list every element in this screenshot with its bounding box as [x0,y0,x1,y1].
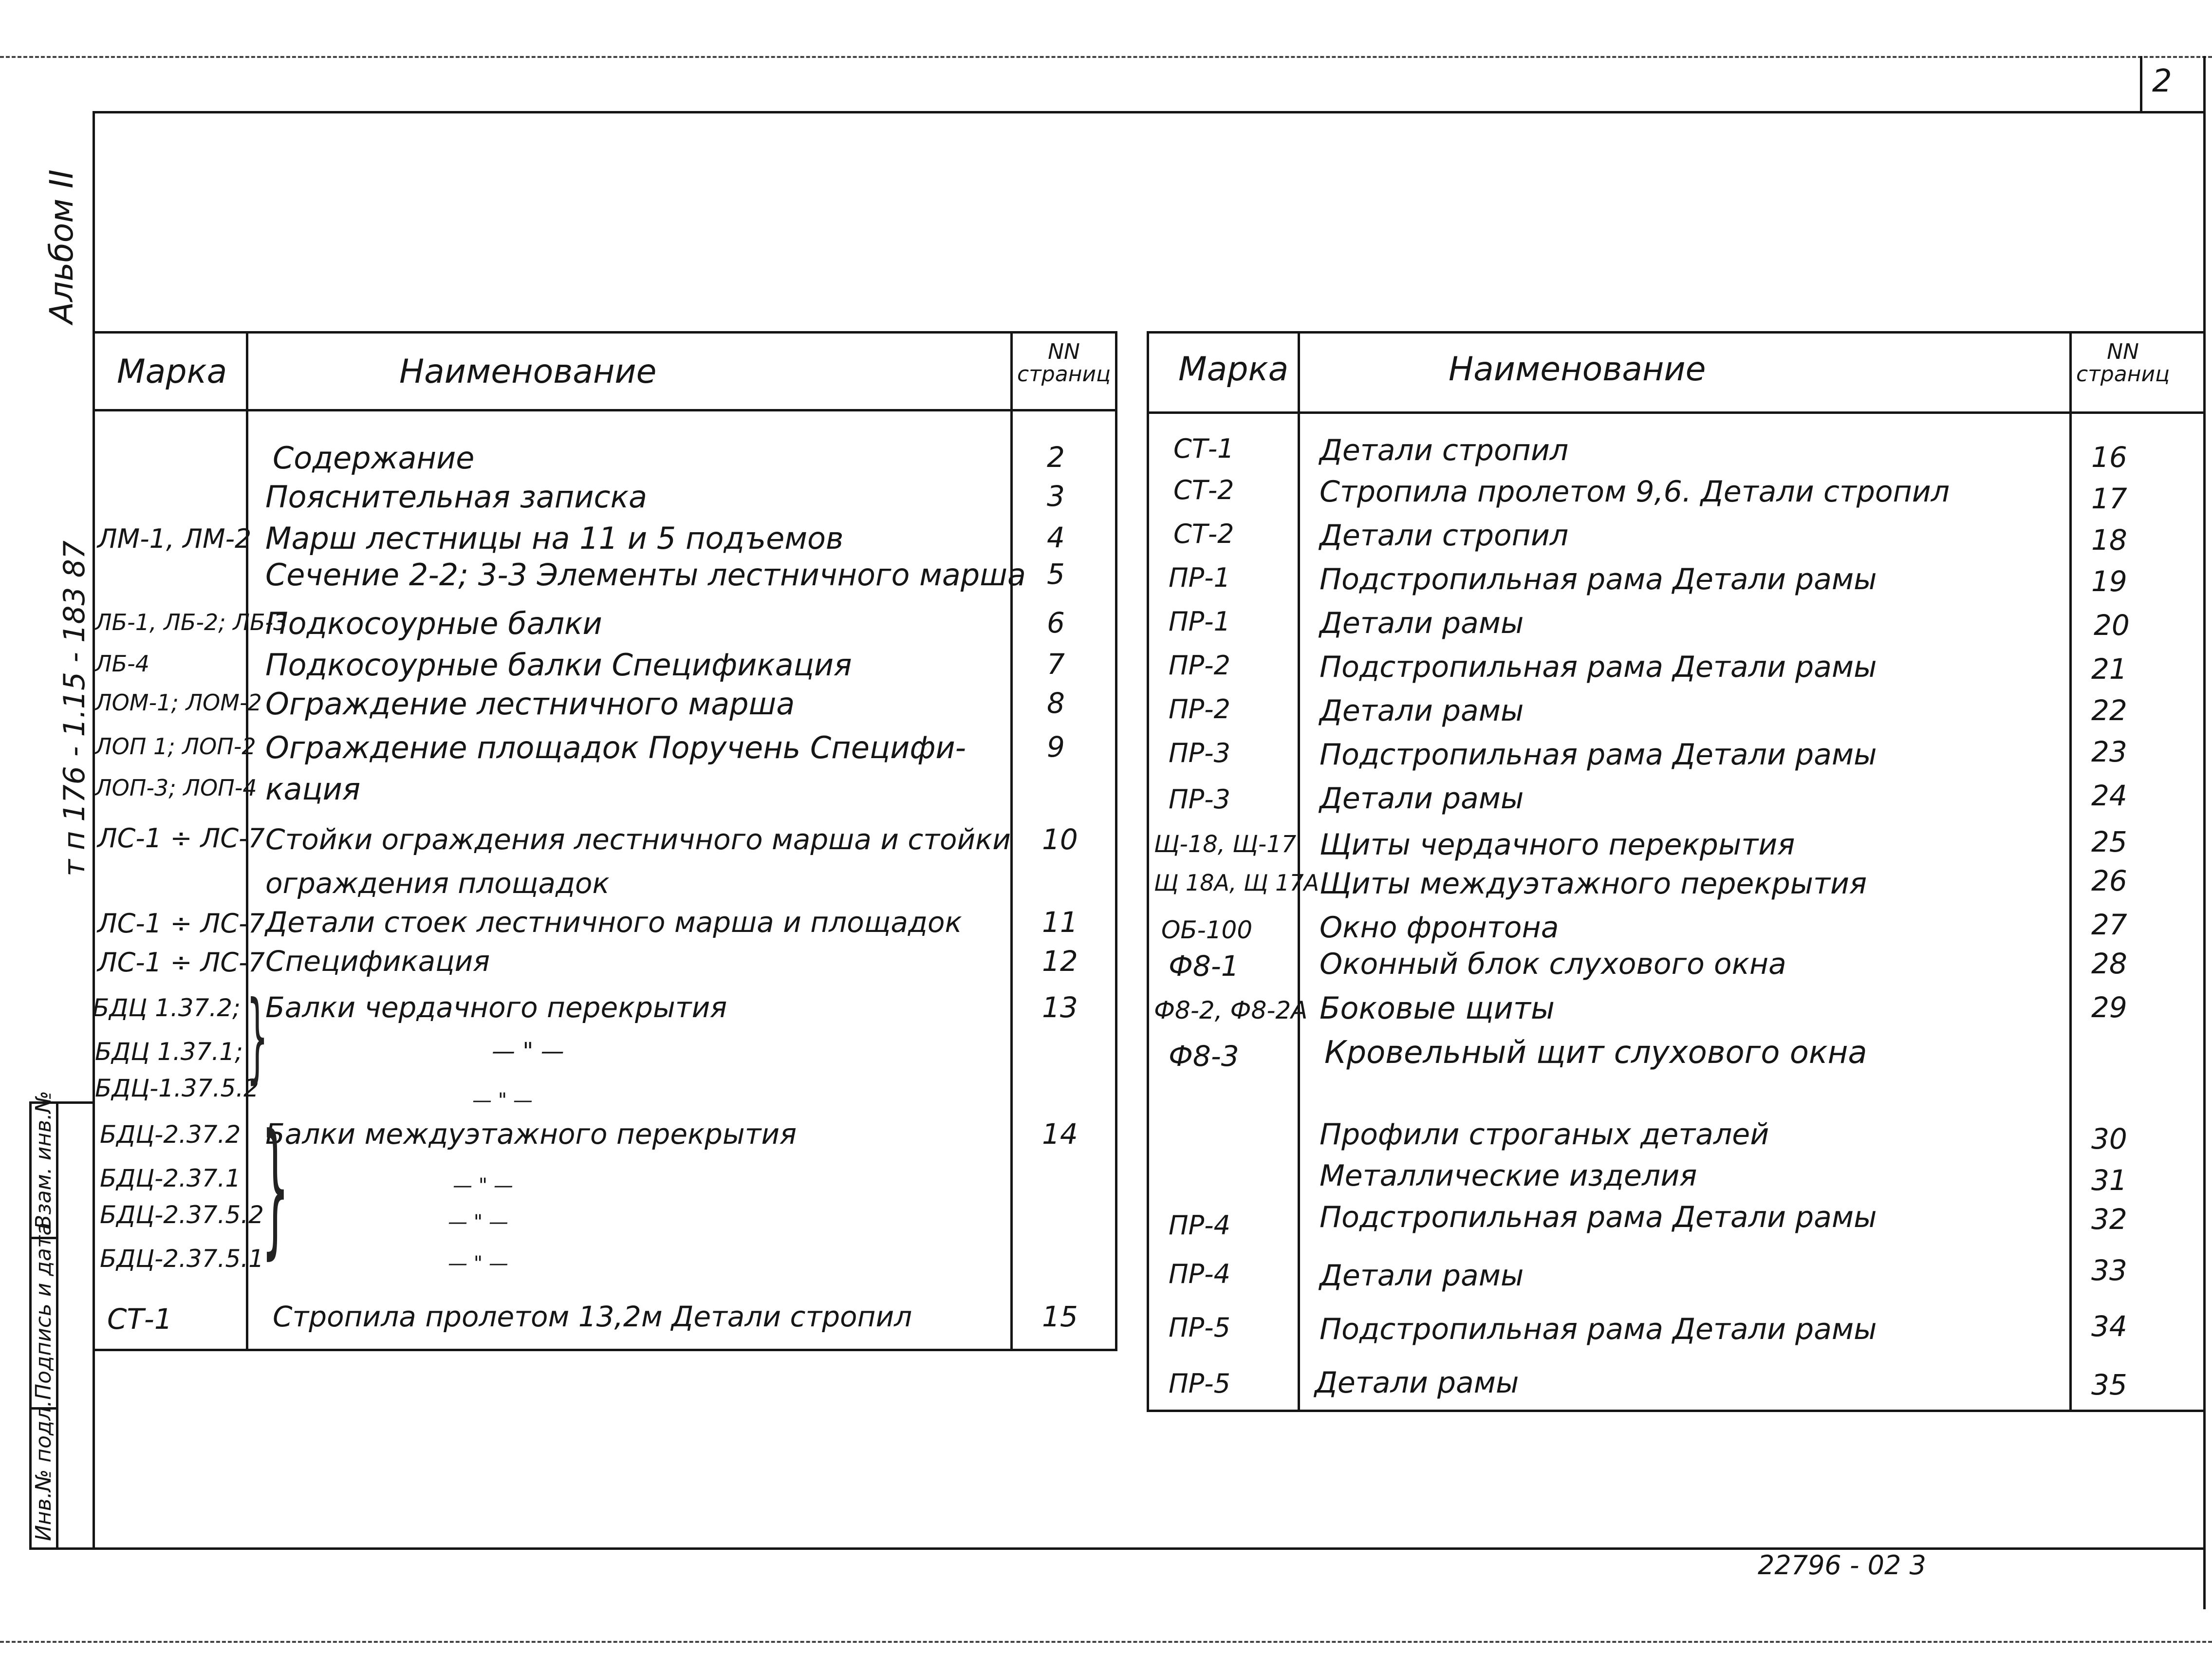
right-row-name: Кровельный щит слухового окна [1324,1035,1867,1071]
frame-top [93,111,2205,113]
right-row-mark: СТ-2 [1173,519,1234,549]
left-row-mark: БДЦ 1.37.2; [93,994,241,1022]
right-row-name: Подстропильная рама Детали рамы [1320,562,1877,596]
left-row-name: Сечение 2-2; 3-3 Элементы лестничного марша [265,557,1026,593]
right-row-name: Детали рамы [1320,606,1524,640]
stamp-strip-divider [56,1101,58,1547]
right-row-name: Щиты междуэтажного перекрытия [1320,867,1867,901]
album-label: Альбом II [43,169,80,324]
right-row-mark: ПР-1 [1169,562,1231,593]
right-row-mark: ПР-1 [1169,606,1231,637]
right-row-page: 21 [2091,652,2127,686]
stamp-signature-date: Подпись и дата [31,1222,56,1400]
left-row-name: Стропила пролетом 13,2м Детали стропил [273,1300,912,1333]
left-table-right [1115,331,1117,1349]
right-row-name: Боковые щиты [1320,990,1555,1026]
page-number: 2 [2152,63,2172,99]
left-header-mark: Марка [117,353,227,391]
right-row-mark: ПР-5 [1169,1312,1231,1343]
right-row-name: Подстропильная рама Детали рамы [1320,1312,1877,1346]
left-row-page: 3 [1047,480,1065,513]
right-table-header-sep [1147,411,2203,414]
right-row-name: Стропила пролетом 9,6. Детали стропил [1320,475,1950,509]
right-row-page: 24 [2091,779,2127,812]
right-row-page: 28 [2091,947,2127,980]
right-row-page: 32 [2091,1203,2127,1236]
right-row-mark: ПР-2 [1169,650,1231,681]
right-row-mark: ПР-4 [1169,1259,1231,1289]
left-row-mark: ЛБ-4 [95,651,150,677]
right-row-name: Детали рамы [1315,1366,1519,1400]
right-table-top [1147,331,2203,334]
right-col-sep-2 [2069,331,2072,1410]
right-header-name: Наименование [1449,350,1706,389]
left-row-page: 5 [1047,558,1065,591]
right-row-page: 22 [2091,694,2127,727]
left-row-page: 12 [1042,945,1078,978]
project-code: т п 176 - 1.15 - 183 87 [57,540,92,876]
brace-glyph: } [246,980,268,1094]
page-number-box-left [2140,56,2142,112]
left-row-page: 4 [1047,521,1065,554]
left-row-mark: ЛС-1 ÷ ЛС-7 [97,947,265,978]
right-row-name: Профили строганых деталей [1320,1117,1769,1152]
left-row-page: 11 [1042,906,1078,939]
right-header-pages: NN страниц [2076,339,2170,387]
left-row-name: Спецификация [265,945,490,978]
right-row-name: Щиты чердачного перекрытия [1320,828,1795,862]
left-row-page: 8 [1047,687,1065,720]
right-row-mark: ОБ-100 [1161,916,1253,944]
right-row-page: 26 [2091,864,2127,897]
right-row-page: 29 [2091,991,2127,1024]
left-row-name: Балки междуэтажного перекрытия [265,1117,797,1151]
right-row-mark: ПР-3 [1169,784,1231,815]
left-header-pages: NN страниц [1017,339,1111,387]
right-row-name: Детали стропил [1320,433,1569,467]
right-row-name: Окно фронтона [1320,911,1559,945]
right-row-name: Подстропильная рама Детали рамы [1320,1200,1877,1234]
left-row-name: Подкосоурные балки [265,606,602,641]
frame-right [2203,56,2206,1609]
right-row-mark: ПР-2 [1169,694,1231,725]
right-row-name: Детали стропил [1320,519,1569,553]
left-row-name: Пояснительная записка [265,479,648,515]
left-row-mark: ЛБ-1, ЛБ-2; ЛБ-3 [95,609,288,635]
footer-code: 22796 - 02 3 [1758,1550,1926,1581]
left-row-name: Ограждение площадок Поручень Специфи- [265,730,967,765]
left-row-name: Стойки ограждения лестничного марша и стойки [265,823,1011,856]
right-row-mark: Щ 18А, Щ 17А [1154,870,1320,896]
left-row-name: Детали стоек лестничного марша и площадок [265,906,962,939]
frame-left [93,111,95,1547]
right-row-page: 30 [2091,1122,2127,1155]
left-row-page: 15 [1042,1300,1078,1333]
brace-glyph: } [261,1103,290,1273]
stamp-orig-inv: Инв.№ подл. [31,1400,56,1541]
left-row-name: Балки чердачного перекрытия [265,991,727,1024]
right-row-mark: Ф8-2, Ф8-2А [1154,996,1308,1024]
right-row-page: 19 [2091,565,2127,598]
left-table-bottom [93,1349,1117,1351]
right-row-mark: Щ-18, Щ-17 [1154,831,1297,858]
right-row-mark: СТ-1 [1173,433,1234,464]
left-row-mark: ЛОП 1; ЛОП-2 [95,733,256,760]
left-row-mark: ЛОП-3; ЛОП-4 [95,775,257,801]
left-row-mark: БДЦ-2.37.1 [100,1164,241,1192]
right-row-page: 35 [2091,1368,2127,1401]
right-row-mark: Ф8-1 [1169,949,1239,983]
left-row-page: 2 [1047,441,1065,474]
left-row-name: — " — [448,1211,508,1233]
right-row-page: 33 [2091,1254,2127,1287]
left-row-mark: ЛМ-1, ЛМ-2 [97,523,252,554]
right-header-mark: Марка [1178,350,1289,389]
left-row-name: кация [265,771,361,807]
right-row-page: 31 [2091,1164,2127,1197]
right-row-name: Металлические изделия [1320,1159,1697,1193]
right-row-name: Подстропильная рама Детали рамы [1320,650,1877,684]
right-row-page: 18 [2091,523,2127,557]
left-row-mark: БДЦ-2.37.5.2 [100,1201,264,1229]
left-row-mark: СТ-1 [107,1302,172,1336]
right-row-name: Детали рамы [1320,781,1524,816]
right-row-name: Подстропильная рама Детали рамы [1320,738,1877,772]
right-row-page: 20 [2094,609,2130,642]
left-row-mark: ЛОМ-1; ЛОМ-2 [95,689,262,716]
left-row-page: 6 [1047,606,1065,639]
left-header-name: Наименование [399,353,657,391]
right-row-name: Детали рамы [1320,694,1524,728]
left-row-name: Подкосоурные балки Спецификация [265,647,852,683]
left-row-page: 13 [1042,991,1078,1024]
right-row-mark: ПР-4 [1169,1210,1231,1241]
right-row-mark: СТ-2 [1173,475,1234,505]
left-row-name: ограждения площадок [265,867,610,900]
right-row-name: Детали рамы [1320,1259,1524,1293]
right-table-left [1147,331,1149,1410]
left-row-name: — " — [472,1089,533,1112]
right-row-name: Оконный блок слухового окна [1320,947,1786,981]
right-row-page: 34 [2091,1310,2127,1343]
left-row-mark: ЛС-1 ÷ ЛС-7 [97,908,265,939]
right-row-page: 25 [2091,825,2127,858]
left-row-mark: ЛС-1 ÷ ЛС-7 [97,823,265,854]
right-row-page: 27 [2091,908,2127,941]
left-row-mark: БДЦ-2.37.2 [100,1120,241,1149]
left-row-name: — " — [448,1252,508,1275]
left-row-name: Содержание [273,440,475,476]
right-row-mark: ПР-3 [1169,738,1231,768]
left-row-name: — " — [453,1174,513,1197]
left-row-page: 9 [1047,730,1065,763]
right-table-bottom [1147,1410,2203,1412]
stamp-replace-inv: Взам. инв.№ [31,1091,56,1229]
left-row-mark: БДЦ-1.37.5.2 [95,1074,259,1102]
right-row-mark: ПР-5 [1169,1368,1231,1399]
right-row-mark: Ф8-3 [1169,1040,1239,1073]
right-row-page: 17 [2091,482,2127,515]
top-edge-line [0,56,2212,58]
left-row-mark: БДЦ 1.37.1; [95,1038,243,1066]
left-row-name: Марш лестницы на 11 и 5 подъемов [265,521,844,556]
left-row-page: 10 [1042,823,1078,856]
left-row-name: — " — [492,1038,564,1065]
right-row-page: 16 [2091,441,2127,474]
left-row-page: 14 [1042,1117,1078,1151]
left-row-page: 7 [1047,648,1065,681]
right-row-page: 23 [2091,735,2127,768]
left-row-name: Ограждение лестничного марша [265,686,795,722]
left-row-mark: БДЦ-2.37.5.1 [100,1245,264,1273]
bottom-edge-line [0,1641,2212,1643]
